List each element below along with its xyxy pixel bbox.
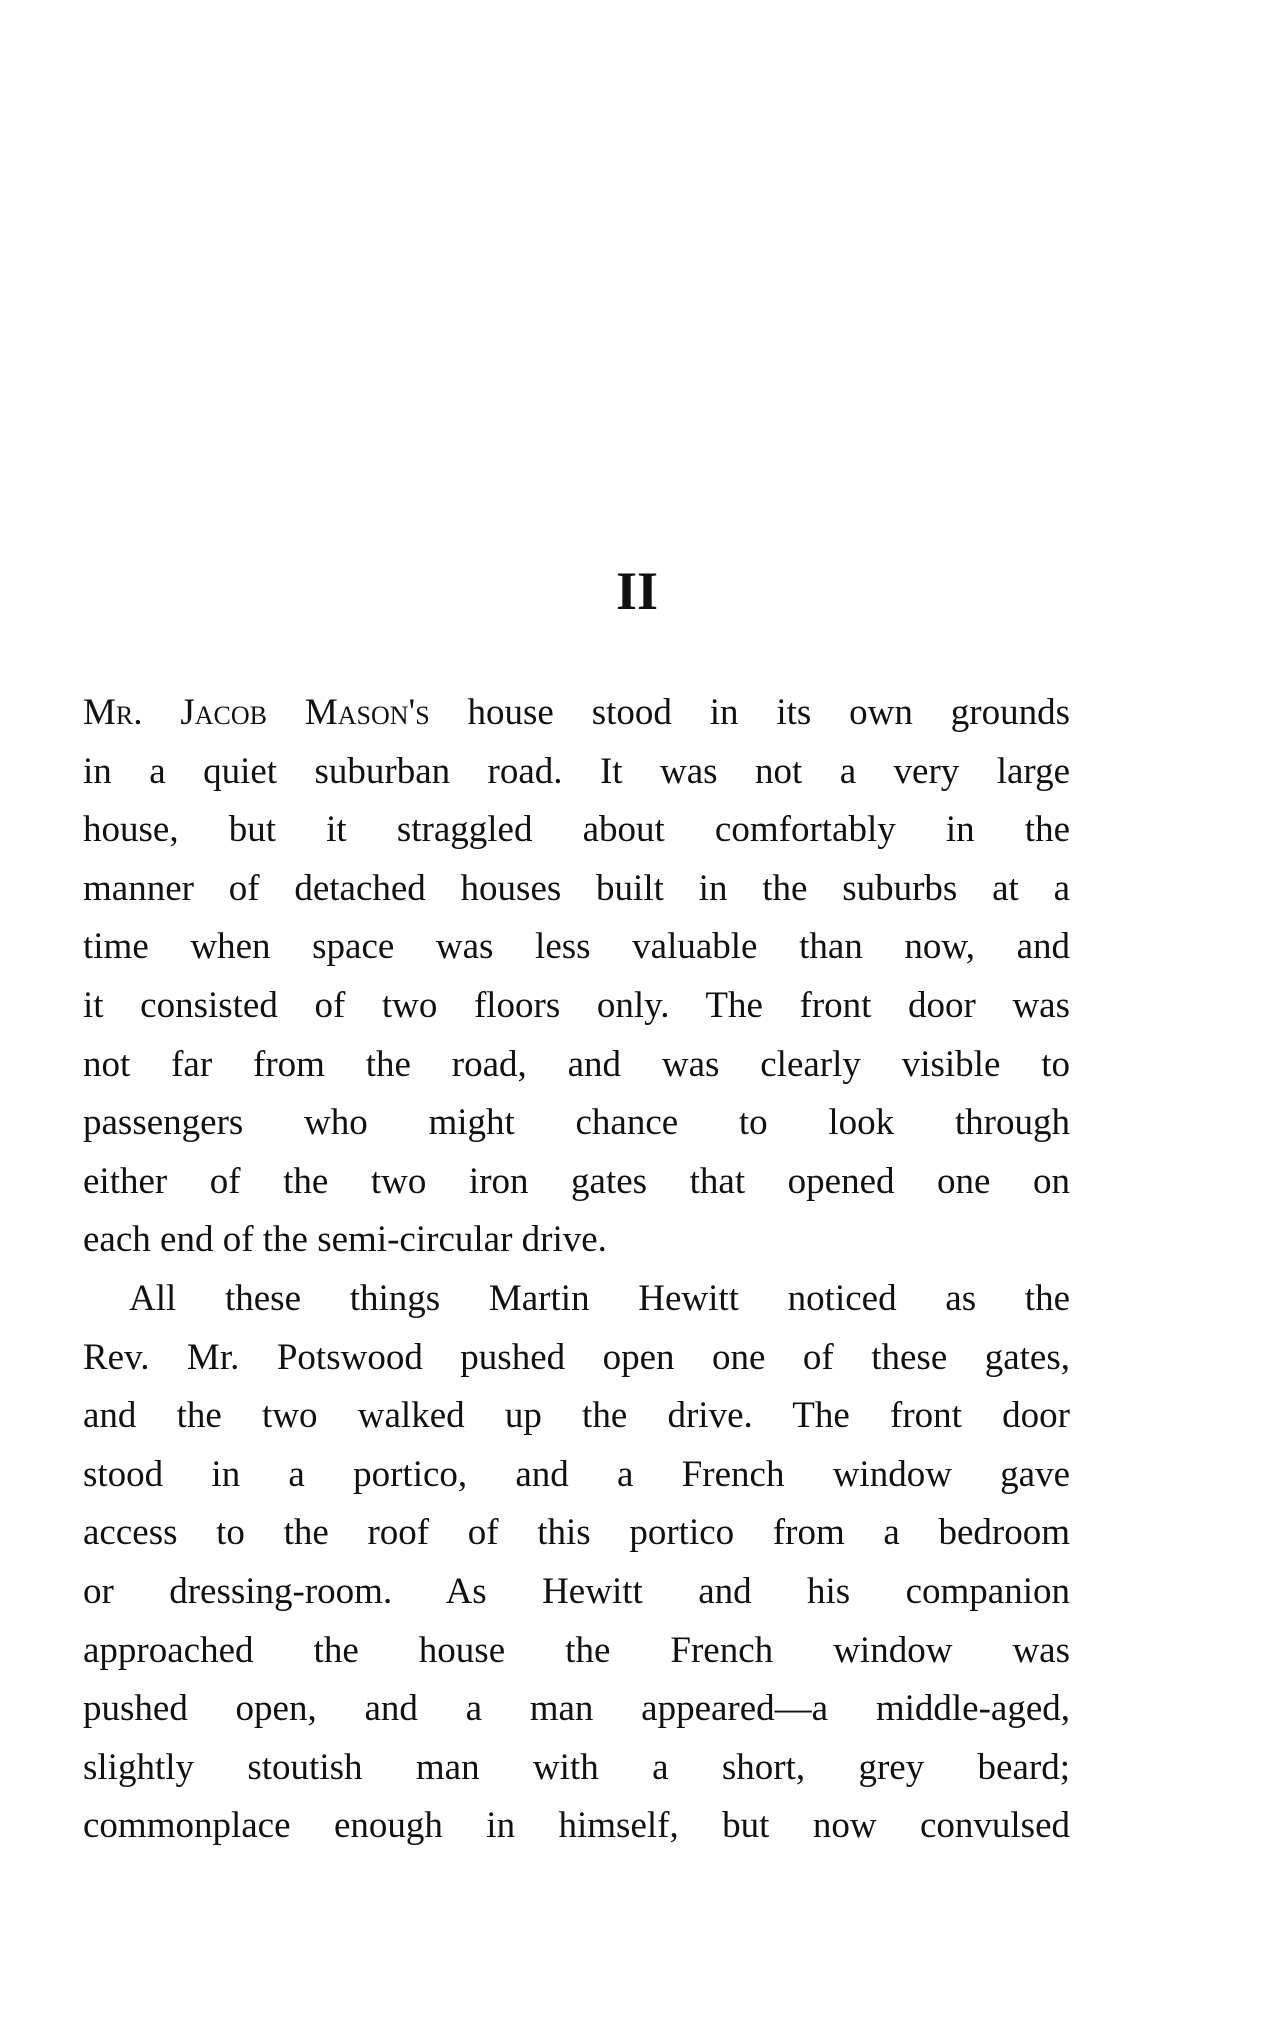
text-line: either of the two iron gates that opened one on — [83, 1160, 1070, 1202]
text-line: not far from the road, and was clearly visible to — [83, 1043, 1070, 1085]
text-line: and the two walked up the drive. The front door — [83, 1395, 1070, 1437]
text-line: time when space was less valuable than now, and — [83, 926, 1070, 968]
text-line: pushed open, and a man appeared—a middle-aged, — [83, 1688, 1070, 1730]
text-line: access to the roof of this portico from a bedroom — [83, 1512, 1070, 1554]
text-line: slightly stoutish man with a short, grey beard; — [83, 1746, 1070, 1788]
text-line: commonplace enough in himself, but now convulsed — [83, 1805, 1070, 1847]
text-line: stood in a portico, and a French window gave — [83, 1453, 1070, 1495]
text-line: All these things Martin Hewitt noticed as the — [129, 1277, 1070, 1319]
text-line: Rev. Mr. Potswood pushed open one of these gates, — [83, 1336, 1070, 1378]
text-line: passengers who might chance to look through — [83, 1102, 1070, 1144]
text-line: or dressing-room. As Hewitt and his companion — [83, 1570, 1070, 1612]
text-line: manner of detached houses built in the suburbs at a — [83, 867, 1070, 909]
chapter-heading: II — [615, 561, 659, 621]
text-line: house, but it straggled about comfortably in the — [83, 809, 1070, 851]
text-line: Mr. Jacob Mason's house stood in its own grounds — [83, 692, 1070, 733]
text-line: it consisted of two floors only. The front door was — [83, 984, 1070, 1026]
body-text — [83, 684, 1070, 1856]
text-line: approached the house the French window was — [83, 1629, 1070, 1671]
text-line: in a quiet suburban road. It was not a very large — [83, 750, 1070, 792]
opening-name-smallcaps: Mr. Jacob Mason's — [83, 692, 430, 733]
text-line: each end of the semi-circular drive. — [83, 1219, 607, 1261]
